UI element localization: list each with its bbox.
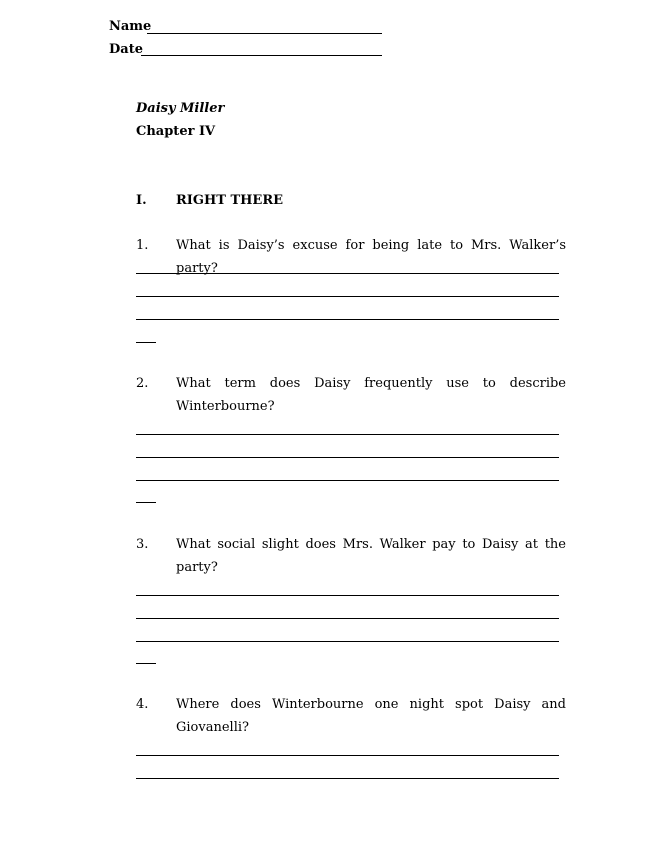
answer-2-line-4[interactable] [136,502,156,503]
section-numeral: I. [136,193,147,208]
answer-1-line-4[interactable] [136,342,156,343]
question-1-text: What is Daisy’s excuse for being late to Mrs. Walker’s party? [176,238,566,276]
answer-1-line-2[interactable] [136,296,559,297]
date-field[interactable] [141,55,382,56]
answer-2-line-2[interactable] [136,457,559,458]
answer-3-line-2[interactable] [136,618,559,619]
name-field[interactable] [147,33,382,34]
question-3-number: 3. [136,537,149,552]
question-1-number: 1. [136,238,149,253]
name-label: Name [109,19,152,34]
chapter-heading: Chapter IV [136,124,216,139]
answer-3-line-3[interactable] [136,641,559,642]
answer-2-line-3[interactable] [136,480,559,481]
question-3-text: What social slight does Mrs. Walker pay to Daisy at the party? [176,537,566,575]
answer-3-line-1[interactable] [136,595,559,596]
question-2-number: 2. [136,376,149,391]
question-4-text: Where does Winterbourne one night spot Daisy and Giovanelli? [176,697,566,735]
answer-4-line-2[interactable] [136,778,559,779]
answer-1-line-1[interactable] [136,273,559,274]
answer-2-line-1[interactable] [136,434,559,435]
book-title: Daisy Miller [136,101,225,116]
date-label: Date [109,42,143,57]
answer-1-line-3[interactable] [136,319,559,320]
answer-3-line-4[interactable] [136,663,156,664]
question-4-number: 4. [136,697,149,712]
section-title: RIGHT THERE [176,193,284,208]
question-2-text: What term does Daisy frequently use to describe Winterbourne? [176,376,566,414]
answer-4-line-1[interactable] [136,755,559,756]
